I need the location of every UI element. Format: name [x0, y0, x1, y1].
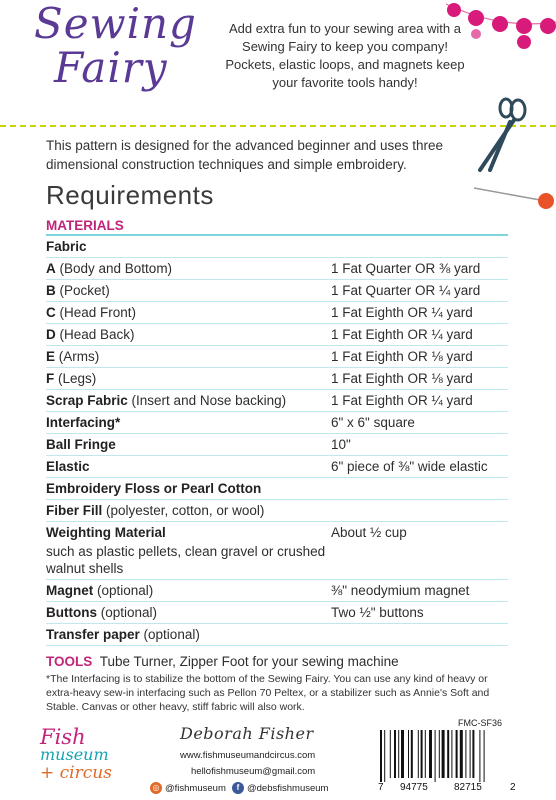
material-row [46, 522, 508, 580]
material-name [46, 500, 331, 521]
barcode-bar [460, 730, 463, 778]
material-amount [331, 500, 508, 521]
material-amount: 1 Fat Quarter OR ⅜ yard [331, 261, 481, 276]
instagram-handle[interactable] [150, 782, 226, 794]
barcode-bar [408, 730, 409, 778]
material-amount [331, 624, 508, 645]
barcode-bar [435, 730, 436, 782]
material-amount: 6" x 6" square [331, 415, 415, 430]
material-name-bold: A [46, 261, 56, 276]
barcode-bar [394, 730, 396, 778]
facebook-icon: f [232, 782, 244, 794]
material-row [46, 456, 508, 478]
material-name-bold: Interfacing* [46, 415, 121, 430]
material-name-bold: D [46, 327, 56, 342]
barcode-digit-group: 94775 [400, 782, 428, 793]
barcode-bar [479, 730, 480, 782]
material-name-detail: (Insert and Nose backing) [127, 393, 287, 408]
facebook-text: @debsfishmuseum [247, 782, 329, 794]
barcode-bar [421, 730, 423, 778]
material-amount: About ½ cup [331, 525, 407, 540]
barcode-bar [418, 730, 419, 778]
material-amount: 6" piece of ⅜" wide elastic [331, 459, 488, 474]
material-name-bold: Fabric [46, 239, 87, 254]
material-name-detail: (Pocket) [55, 283, 110, 298]
barcode [378, 730, 518, 782]
material-name-bold: Buttons [46, 605, 97, 620]
material-amount: 1 Fat Eighth OR ¼ yard [331, 305, 473, 320]
barcode-bar [472, 730, 474, 778]
material-row [46, 390, 508, 412]
material-name-bold: Magnet [46, 583, 94, 598]
barcode-bar [429, 730, 432, 778]
material-amount: Two ½" buttons [331, 605, 424, 620]
material-row [46, 602, 508, 624]
material-name [46, 412, 331, 433]
email-link[interactable]: hellofishmuseum@gmail.com [191, 766, 316, 777]
material-row [46, 368, 508, 390]
material-name [46, 624, 331, 645]
material-name [46, 236, 331, 257]
facebook-handle[interactable] [232, 782, 328, 794]
material-amount: ⅜" neodymium magnet [331, 583, 470, 598]
material-row [46, 346, 508, 368]
barcode-bar [470, 730, 471, 778]
tools-line [46, 654, 516, 669]
logo-line-2: museum [40, 745, 109, 764]
barcode-bar [411, 730, 413, 778]
intro-text: Add extra fun to your sewing area with a Sewing Fairy to keep you company! Pockets, elastic loops, and magnets keep your favorite tools handy! [225, 21, 465, 90]
logo-line-1: Fish [40, 725, 86, 749]
material-name [46, 280, 331, 301]
material-name [46, 602, 331, 623]
material-name-detail: (Body and Bottom) [55, 261, 173, 276]
barcode-bar [442, 730, 445, 778]
barcode-bar [425, 730, 426, 778]
social-handles [150, 782, 370, 798]
tools-label: TOOLS [46, 654, 93, 669]
website-link[interactable]: www.fishmuseumandcircus.com [180, 750, 316, 761]
title [34, 2, 214, 112]
material-name-detail: (Head Back) [55, 327, 135, 342]
instagram-icon: ◎ [150, 782, 162, 794]
material-name-detail: (optional) [139, 627, 200, 642]
material-name-detail: (optional) [93, 583, 154, 598]
material-amount: 10" [331, 437, 351, 452]
pin-icon [470, 180, 556, 210]
tools-text: Tube Turner, Zipper Foot for your sewing machine [99, 654, 399, 669]
material-name [46, 580, 331, 601]
material-row [46, 280, 508, 302]
material-amount: 1 Fat Eighth OR ⅛ yard [331, 371, 473, 386]
material-name-bold: Fiber Fill [46, 503, 103, 518]
materials-label: MATERIALS [46, 216, 508, 236]
requirements-heading: Requirements [46, 180, 214, 210]
material-name [46, 478, 331, 499]
material-name [46, 522, 331, 577]
material-name [46, 346, 331, 367]
material-name-bold: Scrap Fabric [46, 393, 128, 408]
material-name-bold: Weighting Material [46, 525, 166, 540]
material-amount: 1 Fat Eighth OR ¼ yard [331, 393, 473, 408]
barcode-digits [378, 782, 518, 796]
material-name [46, 456, 331, 477]
material-row [46, 324, 508, 346]
barcode-bar [451, 730, 452, 778]
material-row [46, 500, 508, 522]
material-name-bold: Transfer paper [46, 627, 140, 642]
scissors-icon [470, 96, 534, 172]
material-name-bold: E [46, 349, 56, 364]
barcode-digit-group: 2 [510, 782, 516, 793]
material-name-detail: (polyester, cotton, or wool) [102, 503, 265, 518]
barcode-bar [484, 730, 485, 782]
material-row [46, 478, 508, 500]
material-name-bold: F [46, 371, 55, 386]
material-amount: 1 Fat Eighth OR ⅛ yard [331, 349, 473, 364]
barcode-bar [465, 730, 466, 778]
pom-pom-garland-icon [446, 0, 556, 60]
materials-table [46, 216, 508, 646]
barcode-bar [447, 730, 449, 778]
material-row [46, 434, 508, 456]
material-name-bold: C [46, 305, 56, 320]
lead-paragraph: This pattern is designed for the advanced beginner and uses three dimensional construction techniques and simple embroidery. [46, 138, 444, 172]
fish-museum-logo [40, 725, 130, 798]
materials-rows [46, 236, 508, 646]
material-name-bold: B [46, 283, 56, 298]
footer [0, 718, 556, 800]
barcode-bar [380, 730, 382, 782]
barcode-digit-group: 7 [378, 782, 384, 793]
material-name [46, 390, 331, 411]
material-name-detail: (Head Front) [55, 305, 137, 320]
material-amount: 1 Fat Eighth OR ¼ yard [331, 327, 473, 342]
author-name: Deborah Fisher [180, 724, 314, 743]
material-amount: 1 Fat Quarter OR ¼ yard [331, 283, 481, 298]
material-name [46, 368, 331, 389]
barcode-bar [456, 730, 458, 778]
title-line-2: Fairy [54, 43, 168, 92]
title-line-1: Sewing [34, 0, 197, 48]
material-row [46, 624, 508, 646]
material-name-note: such as plastic pellets, clean gravel or crushed walnut shells [46, 544, 326, 576]
sku-code: FMC-SF36 [458, 718, 503, 728]
material-name-bold: Embroidery Floss or Pearl Cotton [46, 481, 262, 496]
logo-line-3: + circus [40, 763, 112, 783]
material-name-detail: (Legs) [54, 371, 97, 386]
material-name [46, 302, 331, 323]
material-name-bold: Ball Fringe [46, 437, 116, 452]
material-name-detail: (optional) [97, 605, 158, 620]
barcode-bar [439, 730, 440, 778]
material-row [46, 580, 508, 602]
material-row [46, 412, 508, 434]
instagram-text: @fishmuseum [165, 782, 226, 794]
barcode-bar [398, 730, 399, 778]
material-name [46, 324, 331, 345]
material-row [46, 258, 508, 280]
barcode-bar [401, 730, 404, 778]
material-name-bold: Elastic [46, 459, 90, 474]
material-name-detail: (Arms) [55, 349, 100, 364]
material-name [46, 434, 331, 455]
barcode-bar [390, 730, 391, 778]
barcode-digit-group: 82715 [454, 782, 482, 793]
material-row [46, 302, 508, 324]
material-amount [331, 478, 508, 499]
material-row [46, 236, 508, 258]
material-name [46, 258, 331, 279]
material-amount [331, 236, 508, 257]
barcode-bar [384, 730, 385, 782]
interfacing-footnote: *The Interfacing is to stabilize the bottom of the Sewing Fairy. You can use any kind of heavy or extra-heavy sew-in interfacing such as Pellon 70 Peltex, or a stabilizer such as Annie's Soft and Stable. Canvas or other heavy, stiff fabric will also work. [46, 673, 490, 713]
